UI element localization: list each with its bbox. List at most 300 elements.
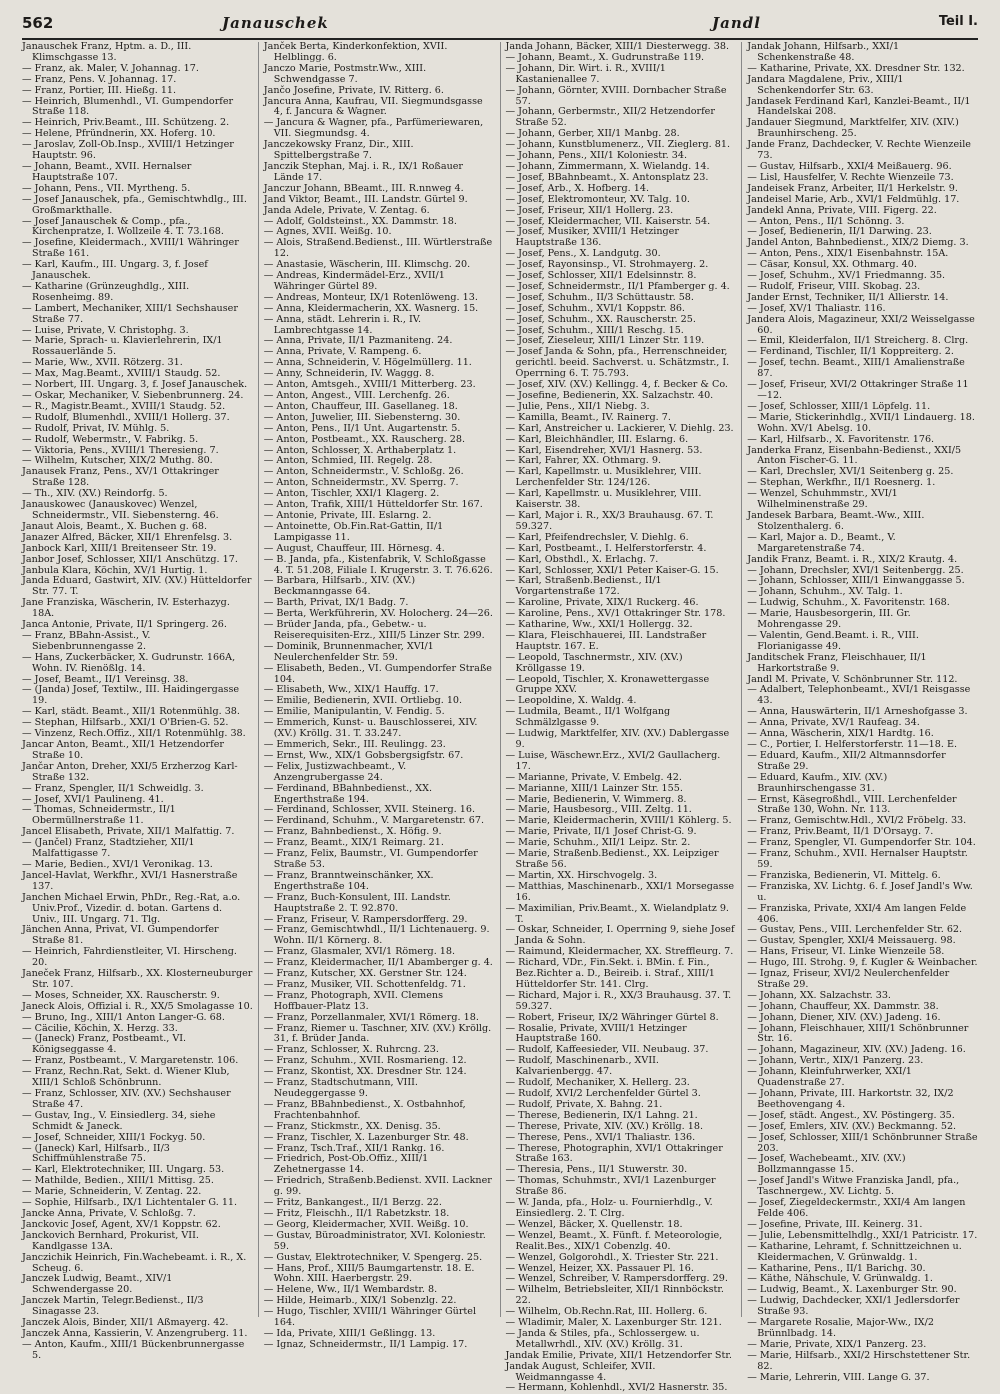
directory-entry: — Klara, Fleischhauerei, III. Landstraßer Hauptstr. 167. E. [505,629,707,652]
directory-entry: — Franz, Branntweinschänker, XX. Engerthstraße 104. [263,869,434,892]
directory-entry: Janckovic Josef, Agent, XV/1 Koppstr. 62. [22,1218,221,1230]
directory-entry: — Martin, XX. Hirschvogelg. 3. [505,869,658,881]
directory-entry: — Marianne, XIII/1 Lainzer Str. 155. [505,782,683,794]
directory-entry: — Josef, XIV. (XV.) Kellingg. 4, f. Becker & Co. [505,379,728,391]
directory-entry: — Josef, Schlosser, XII/1 Edelsinnstr. 8. [505,270,697,282]
directory-entry: — Therese, Bedienerin, IX/1 Lahng. 21. [505,1109,698,1121]
directory-entry: — Franz, Stickmstr., XX. Denisg. 35. [263,1120,441,1132]
directory-entry: — Anton, Juwelier, III. Siebensterng. 30. [263,411,461,423]
directory-entry: — Johann, Dir. Wirt. i. R., XVIII/1 Kastanienallee 7. [505,62,666,85]
directory-entry: — Oskar, Mechaniker, V. Siebenbrunnerg. 24. [22,390,244,401]
directory-entry: — Johann, XX. Salzachstr. 33. [747,989,891,1001]
directory-entry: — Marie, Hilfsarb., XXI/2 Hirschstettener Str. 82. [747,1349,971,1372]
directory-entry: — Rudolf, XVI/2 Lerchenfelder Gürtel 3. [505,1088,701,1099]
directory-entry: — Franz, Schuhm., XVII. Hernalser Hauptstr. 59. [747,848,968,870]
directory-entry: Janczo Marie, Postmstr.Ww., XIII. Schwendgasse 7. [263,62,427,85]
directory-entry: — Hans, Friseur, VI. Linke Wienzeile 58. [747,946,945,958]
directory-entry: — Ida, Private, XIII/1 Geßlingg. 13. [263,1327,436,1339]
directory-entry: — Johann, Chauffeur, XX. Dammstr. 38. [747,1000,939,1012]
directory-entry: — Cäcilie, Köchin, X. Herzg. 33. [22,1022,178,1034]
directory-entry: Jandauer Siegmund, Marktfelfer, XIV. (XIV.) Braunhirscheng. 25. [747,117,959,140]
directory-entry: — Franz, Photograph, XVII. Clemens Hoffbauer-Platz 13. [263,989,443,1012]
directory-entry: — Franz, Bahnbedienst., X. Höfig. 9. [263,826,442,838]
directory-entry: — Anton, Angest., VIII. Lerchenfg. 26. [263,390,450,401]
directory-entry: — Josef Janauschek & Comp., pfa., Kirchenpratze, I. Wollzeile 4. T. 73.168. [22,215,224,238]
directory-entry: — Marie, Straßenb.Bedienst., XX. Leipziger Straße 56. [505,848,719,870]
directory-entry: Jandeisel Marie, Arb., XVI/1 Feldmühlg. 17. [747,193,960,205]
directory-entry: — Wenzel, Schuhmmstr., XVI/1 Wilhelminenstraße 29. [747,488,898,511]
directory-entry: — Heinrich, Priv.Beamt., III. Schützeng. 2. [22,117,230,129]
directory-entry: — Bruno, Ing., XIII/1 Anton Langer-G. 68. [22,1011,225,1023]
directory-entry: — Josef, BBahnbeamt., X. Antonsplatz 23. [505,171,709,183]
directory-entry: — Emmerich, Kunst- u. Bauschlosserei, XIV. (XV.) Kröllg. 31. T. 33.247. [263,717,478,740]
directory-entry: — Franz, Friseur, V. Rampersdorfferg. 29. [263,913,468,925]
directory-entry: — Ignaz, Friseur, XVI/2 Neulerchenfelder Straße 29. [747,968,950,990]
directory-entry: Jander Ernst, Techniker, II/1 Allierstr. 14. [747,291,949,303]
directory-entry: — Viktoria, Pens., XVIII/1 Theresieng. 7. [22,444,219,456]
directory-entry: Janditschek Franz, Fleischhauer, II/1 Harkortstraße 9. [747,651,927,674]
directory-entry: Janda Adele, Private, V. Zentag. 6. [263,204,430,216]
directory-entry: Jandel Anton, Bahnbedienst., XIX/2 Diemg. 3. [747,237,969,249]
directory-entry: Jančar Anton, Dreher, XXI/5 Erzherzog Karl-Straße 132. [22,760,238,783]
directory-entry: — Josefine, Bedienerin, XX. Salzachstr. 40. [505,390,714,401]
directory-entry: — Johann, Pens., VII. Myrtheng. 5. [22,182,191,194]
directory-entry: — Emilie, Bedienerin, XVII. Ortliebg. 10. [263,695,463,707]
directory-entry: — Ernst, Käsegroßhdl., VIII. Lerchenfelder Straße 130, Wohn. Nr. 113. [747,793,957,816]
directory-entry: — Anastasie, Wäscherin, III. Klimschg. 20. [263,259,471,271]
directory-entry: — Anton, Chauffeur, III. Gasellaneg. 18. [263,400,458,412]
directory-entry: — Katharine, Pens., II/1 Barichg. 30. [747,1262,926,1274]
directory-column-4 [741,41,978,1383]
directory-entry: — Johann, Beamt., X. Gudrunstraße 119. [505,51,705,63]
directory-entry: — Josef, Beamt., II/1 Vereinsg. 38. [22,673,189,685]
directory-entry: — Karl, Anstreicher u. Lackierer, V. Diehlg. 23. [505,422,734,434]
directory-entry: — Gustav, Spengler, XXI/4 Meissauerg. 98. [747,935,956,947]
directory-entry: — Anton, Pens., II/1 Schönng. 3. [747,215,905,227]
directory-entry: — Wenzel, Bäcker, X. Quellenstr. 18. [505,1218,683,1230]
directory-entry: — Marie, Stickerinhdlg., XVII/1 Lindauerg. 18. Wohn. XV/1 Abelsg. 10. [747,411,975,434]
directory-entry: — Antonie, Private, III. Eslarng. 2. [263,509,432,521]
directory-entry: — Luise, Wäschewr.Erz., XVI/2 Gaullacherg. 17. [505,749,721,772]
directory-column-3 [500,41,742,1394]
directory-entry: — Elisabeth, Ww., XIX/1 Hauffg. 17. [263,684,439,696]
directory-entry: — Marie, Schneiderin, V. Zentag. 22. [22,1186,202,1198]
directory-entry: — Käthe, Nähschule, V. Grünwaldg. 1. [747,1273,933,1285]
directory-entry: — Anna, Schneiderin, V. Högelmüllerg. 11. [263,357,472,369]
directory-entry: — Anna, städt. Lehrerin i. R., IV. Lambrechtgasse 14. [263,313,422,336]
directory-entry: — Karl, Postbeamt., I. Helferstorferstr. 4. [505,542,707,554]
directory-entry: — Marie, Hausbesorgerin, III. Gr. Mohrengasse 29. [747,608,911,631]
directory-entry: — Josef, Rayonsinsp., VI. Strohmayerg. 2. [505,259,709,271]
directory-entry: — Eduard, Kaufm., XII/2 Altmannsdorfer Straße 29. [747,749,946,772]
directory-entry: Janauschek Franz, Hptm. a. D., III. Klimschgasse 13. [22,41,192,63]
directory-entry: — Valentin, Gend.Beamt. i. R., VIII. Florianigasse 49. [747,629,919,652]
directory-entry: — Franz, Buch-Konsulent, III. Landstr. Hauptstraße 2. T. 92.870. [263,891,451,914]
directory-entry: — Berta, Werkführerin, XV. Holocherg. 24—26. [263,608,493,620]
directory-entry: — Josef, Schuhm., XIII/1 Reschg. 15. [505,324,684,336]
directory-entry: — Fritz, Fleischh., II/1 Rabetzkstr. 18. [263,1207,450,1219]
directory-entry: — B. Janda, pfa., Kistenfabrik, V. Schloßgasse 4. T. 51.208, Filiale I. Krugerstr. 3. T. 76.626. [263,553,493,576]
directory-entry: — Gustav, Elektrotechniker, V. Spengerg. 25. [263,1251,483,1263]
directory-entry: — Anton, Tischler, XXI/1 Klagerg. 2. [263,488,440,500]
directory-entry: — Anton, Schlosser, X. Arthaberplatz 1. [263,444,457,456]
directory-entry: — Johann, Görnter, XVIII. Dornbacher Straße 57. [505,84,727,107]
directory-entry: — Marie, Sprach- u. Klavierlehrerin, IX/1 Rossauerlände 5. [22,335,223,358]
directory-entry: — Julie, Lebensmittelhdlg., XXI/1 Patricistr. 17. [747,1229,978,1241]
directory-entry: — (Jančel) Franz, Stadtzieher, XII/1 Malfattigasse 7. [22,837,195,860]
directory-entry: — Franz, Musiker, VII. Schottenfeldg. 71. [263,978,466,990]
directory-entry: Jand Viktor, Beamt., III. Landstr. Gürtel 9. [263,193,468,205]
directory-entry: Janczik Stephan, Maj. i. R., IX/1 Roßauer Lände 17. [263,160,464,183]
directory-entry: Jandara Magdalene, Priv., XIII/1 Schenkendorfer Str. 63. [747,73,904,96]
directory-entry: — Cäsar, Konsul, XX. Othmarg. 40. [747,259,917,271]
directory-entry: — Hans, Prof., XIII/5 Baumgartenstr. 18. E. Wohn. XIII. Haerbergstr. 29. [263,1262,475,1285]
directory-entry: — Franz, Skontist, XX. Dresdner Str. 124. [263,1066,467,1078]
directory-entry: — Anton, Amtsgeh., XVIII/1 Mitterberg. 23. [263,379,476,391]
directory-entry: — Heinrich, Fahrdienstleiter, VI. Hirscheng. 20. [22,946,237,969]
directory-entry: — Franz, Schuhm., XVII. Rosmarieng. 12. [263,1055,467,1067]
directory-entry: — Franz, Porzellanmaler, XVI/1 Römerg. 18. [263,1011,479,1023]
directory-entry: — Emil, Kleiderfalon, II/1 Streicherg. 8. Clrg. [747,335,969,347]
directory-entry: Jandera Alois, Magazineur, XXI/2 Weisselgasse 60. [747,313,975,336]
directory-entry: — Lambert, Mechaniker, XIII/1 Sechshauser Straße 77. [22,302,238,325]
directory-entry: — (Janeck) Franz, Postbeamt., VI. Königseggasse 4. [22,1033,187,1056]
directory-entry: — Georg, Kleidermacher, XVII. Weißg. 10. [263,1218,469,1230]
directory-entry: — Eduard, Kaufm., XIV. (XV.) Braunhirschengasse 31. [747,771,888,794]
directory-entry: — Leopold, Taschnermstr., XIV. (XV.) Kröllgasse 19. [505,651,683,674]
directory-entry: — Johann, Private, III. Harkortstr. 32, IX/2 Beethovengang 4. [747,1088,954,1110]
directory-entry: — Franz, Rechn.Rat, Sekt. d. Wiener Klub, XIII/1 Schloß Schönbrunn. [22,1066,230,1089]
directory-entry: — Maximilian, Priv.Beamt., X. Wielandplatz 9. T. [505,902,729,925]
directory-entry: — Stephan, Hilfsarb., XXI/1 O'Brien-G. 52. [22,717,229,729]
directory-column-1 [22,41,258,1361]
directory-entry: Jane Franziska, Wäscherin, IV. Esterhazyg. 18A. [22,597,230,620]
directory-entry: — Therese, Photographin, XVI/1 Ottakringer Straße 163. [505,1142,723,1165]
directory-entry: — Friedrich, Straßenb.Bedienst. XVII. Lackner g. 99. [263,1175,492,1198]
directory-entry: — Anna, Private, XV/1 Raufeag. 34. [747,717,920,729]
directory-entry: — Hermann, Kohlenhdl., XVI/2 Hasnerstr. 35. [505,1382,728,1394]
directory-entry: — Karl, Elektrotechniker, III. Ungarg. 53. [22,1164,225,1176]
directory-entry: — Franziska, Private, XXI/4 Am langen Felde 406. [747,902,967,925]
directory-entry: Janda Eduard, Gastwirt, XIV. (XV.) Hütteldorfer Str. 77. T. [22,575,252,598]
directory-entry: — Ernst, Ww., XIX/1 Gobsbergsigfstr. 67. [263,749,464,761]
directory-entry: — Josef, Friseur, XII/1 Hollerg. 23. [505,204,674,216]
directory-entry: Jandekl Anna, Private, VIII. Figerg. 22. [747,204,937,216]
directory-entry: — Josef, Kleidermacher, VII. Kaiserstr. 54. [505,215,711,227]
directory-entry: Jandl M. Private, V. Schönbrunner Str. 112. [747,673,958,685]
directory-entry: — Hilde, Heimarb., XIX/1 Sobenzlg. 22. [263,1295,457,1307]
directory-entry: — Adolf, Goldsteinst., XX. Dammstr. 18. [263,215,457,227]
directory-entry: Jandasek Ferdinand Karl, Kanzlei-Beamt., II/1 Handelskai 208. [747,95,971,118]
directory-entry: Janchen Michael Erwin, PhDr., Reg.-Rat, a.o. Univ.Prof., Vizedir. d. botan. Gartens d. Univ., III. Ungarg. 71. Tlg. [22,891,241,925]
directory-entry: — R., Magistr.Beamt., XVIII/1 Staudg. 52. [22,400,226,412]
directory-entry: — Marie, Private, XIX/1 Panzerg. 23. [747,1338,927,1350]
directory-entry: — Leopold, Tischler, X. Kronawettergasse Gruppe XXV. [505,673,710,696]
directory-entry: Janczek Martin, Telegr.Bedienst., II/3 Sinagasse 23. [22,1295,204,1318]
directory-entry: — Franz, ak. Maler, V. Johannag. 17. [22,62,199,74]
directory-entry: — Jancura & Wagner, pfa., Parfümeriewaren, VII. Siegmundsg. 4. [263,117,484,140]
directory-entry: — Johann, Gerber, XII/1 Manbg. 28. [505,128,680,140]
directory-entry: Janeček Franz, Hilfsarb., XX. Klosterneuburger Str. 107. [22,968,253,990]
directory-entry: — Wladimir, Maler, X. Laxenburger Str. 121. [505,1317,722,1329]
directory-entry: — Josef, Ziegeldeckermstr., XXI/4 Am langen Felde 406. [747,1197,966,1219]
directory-entry: — Heinrich, Blumenhdl., VI. Gumpendorfer Straße 118. [22,95,234,118]
directory-entry: — Adalbert, Telephonbeamt., XVI/1 Reisgasse 43. [747,684,971,707]
directory-entry: — Barth, Privat, IX/1 Badg. 7. [263,597,409,609]
directory-entry: — Emmerich, Sekr., III. Reulingg. 23. [263,739,446,750]
directory-entry: — Friedrich, Post-Ob.Offiz., XIII/1 Zehetnergasse 14. [263,1153,429,1176]
directory-entry: Janczur Johann, BBeamt., III. R.nnweg 4. [263,182,464,194]
directory-entry: — Josef, Schuhm., XVI/1 Koppstr. 86. [505,302,685,314]
directory-entry: — Wilhelm, Betriebsleiter, XII/1 Rinnböckstr. 22. [505,1284,724,1307]
directory-entry: — Josefine, Kleidermach., XVIII/1 Währinger Straße 161. [22,237,239,260]
directory-entry: — Franziska, XV. Lichtg. 6. f. Josef Jandl's Ww. u. [747,880,973,903]
directory-entry: — Janda & Stiles, pfa., Schlossergew. u. Metallwrhdl., XIV. (XV.) Kröllg. 31. [505,1327,700,1350]
directory-entry: — Thomas, Schuhmstr., XVI/1 Lazenburger Straße 86. [505,1175,716,1198]
directory-entry: — Kamilla, Beamt., IV. Rainerg. 7. [505,411,671,423]
directory-entry: — Jaroslav, Zoll-Ob.Insp., XVIII/1 Hetzinger Hauptstr. 96. [22,139,234,162]
directory-entry: — Richard, VDr., Fin.Sekt. i. BMin. f. Fin., Bez.Richter a. D., Beireib. i. Straf., XIII/1 Hütteldorfer Str. 141. Clrg. [505,957,715,990]
directory-entry: — Franz, Schlosser, X. Ruhrcng. 23. [263,1044,439,1056]
directory-entry: — Josefine, Private, III. Keinerg. 31. [747,1218,923,1230]
directory-entry: — Katharine, Private, XX. Dresdner Str. 132. [747,62,965,74]
page-header [22,8,978,40]
directory-entry: Janaut Alois, Beamt., X. Buchen g. 68. [22,520,208,532]
directory-entry: — Josef, Schneidermstr., II/1 Pfamberger g. 4. [505,280,730,292]
directory-entry: — Johann, Gerbermstr., XII/2 Hetzendorfer Straße 52. [505,106,715,129]
directory-entry: — Karl, Major a. D., Beamt., V. Margaretenstraße 74. [747,531,896,554]
directory-entry: Jandak Emilie, Private, XII/1 Hetzendorfer Str. [505,1349,732,1361]
directory-entry: — Josef, Friseur, XVI/2 Ottakringer Straße 11—12. [747,379,969,401]
directory-entry: — Karl, Pfeifendrechsler, V. Diehlg. 6. [505,531,689,543]
directory-entry: — Johann, Kleinfuhrwerker, XXI/1 Quadenstraße 27. [747,1066,912,1089]
directory-entry: — Josef Janda & Sohn, pfa., Herrenschneider, gerichtl. beeid. Sachverst. u. Schätzmstr., I. Operrning 6. T. 75.793. [505,346,730,380]
directory-entry: — Anton, Schmied, III. Regelg. 28. [263,455,433,467]
directory-entry: — Anton, Schneidermstr., XV. Sperrg. 7. [263,477,459,489]
directory-entry: — Th., XIV. (XV.) Reindorfg. 5. [22,488,168,500]
directory-entry: — Theresia, Pens., II/1 Stuwerstr. 30. [505,1164,688,1176]
directory-entry: Janda Johann, Bäcker, XIII/1 Diesterwegg. 38. [505,41,729,52]
directory-entry: — Josef, techn. Beamt., XIII/1 Amalienstraße 87. [747,357,965,380]
directory-entry: — Karoline, Private, XIX/1 Ruckerg. 46. [505,597,699,609]
directory-entry: — Anna, Private, II/1 Pazmaniteng. 24. [263,335,453,347]
directory-entry: — Franz, BBahn-Assist., V. Siebenbrunnengasse 2. [22,629,151,652]
directory-entry: — Franz, Beamt., XIX/1 Reimarg. 21. [263,837,444,849]
directory-entry: — Richard, Major i. R., XX/3 Brauhausg. 37. T. 59.327. [505,989,732,1012]
directory-entry: — Johann, Drechsler, XVI/1 Seitenbergg. 25. [747,564,964,576]
directory-entry: — Hugo, Tischler, XVIII/1 Währinger Gürtel 164. [263,1306,477,1329]
directory-entry: — Katharine, Lehramt, f. Schnittzeichnen u. Kleidermachen, V. Grünwaldg. 1. [747,1240,962,1263]
directory-entry: — Franz, Gemischtw.Hdl., XVI/2 Fröbelg. 33. [747,815,967,827]
directory-entry: — Alois, Straßend.Bedienst., III. Würtlerstraße 12. [263,237,493,260]
directory-entry: — Karl, Major i. R., XX/3 Brauhausg. 67. T. 59.327. [505,509,714,532]
directory-entry: — Johann, Schlosser, XIII/1 Einwanggasse 5. [747,575,965,587]
directory-entry: — Franziska, Bedienerin, VI. Mittelg. 6. [747,869,941,881]
directory-entry: — Ludwig, Schuhm., X. Favoritenstr. 168. [747,597,950,609]
directory-entry: — Dominik, Brunnenmacher, XVI/1 Neulerchenfelder Str. 59. [263,640,434,663]
directory-entry: Janczek Alois, Binder, XII/1 Aßmayerg. 42. [22,1317,229,1329]
directory-entry: — Karl, Kapellmstr. u. Musiklehrer, VIII. Lerchenfelder Str. 124/126. [505,466,702,489]
directory-entry: — Julie, Pens., XII/1 Niebg. 3. [505,400,650,412]
directory-entry: — Johann, Pens., XII/1 Koloniestr. 34. [505,150,687,162]
directory-entry: — Franz, Felix, Baumstr., VI. Gumpendorfer Straße 53. [263,848,478,870]
directory-entry: — Johann, Beamt., XVII. Hernalser Hauptstraße 107. [22,160,192,183]
directory-entry: — Franz, Priv.Beamt, II/1 D'Orsayg. 7. [747,826,934,838]
directory-entry: — Rudolf, Maschinenarb., XVII. Kalvarienbergg. 47. [505,1055,659,1078]
directory-entry: — Elisabeth, Beden., VI. Gumpendorfer Straße 104. [263,662,492,685]
directory-entry: — Marie, Bedien., XVI/1 Veronikag. 13. [22,858,213,870]
directory-entry: — Josef, Schuhm., XV/1 Friedmanng. 35. [747,270,946,282]
directory-entry: — Karl, Hilfsarb., X. Favoritenstr. 176. [747,433,935,445]
directory-entry: — Franz, Kleidermacher, II/1 Abamberger g. 4. [263,957,493,969]
directory-entry: — Helene, Ww., II/1 Wembardstr. 8. [263,1284,438,1296]
directory-entry: — Anna, Private, V. Rampeng. 6. [263,346,422,358]
directory-entry: — Josef, XV/1 Thaliastr. 116. [747,302,886,314]
directory-entry: — Franz, Pens. V. Johannag. 17. [22,73,177,85]
directory-entry: Jancura Anna, Kaufrau, VII. Siegmundsgasse 4, f. Jancura & Wagner. [263,95,483,118]
directory-entry: — Vinzenz, Rech.Offiz., XII/1 Rotenmühlg. 38. [22,728,246,740]
directory-entry: Janczekowsky Franz, Dir., XIII. Spittelbergstraße 7. [263,139,414,162]
directory-entry: — Franz, Spengler, VI. Gumpendorfer Str. 104. [747,837,976,849]
directory-entry: — Karl, Fahrer, XX. Othmarg. 9. [505,455,662,467]
directory-entry: — Anton, Kaufm., XIII/1 Bückenbrunnergasse 5. [22,1338,245,1361]
directory-entry: Jande Franz, Dachdecker, V. Rechte Wienzeile 73. [747,139,971,162]
directory-entry: — Josef, Schneider, XIII/1 Fockyg. 50. [22,1131,206,1143]
directory-entry: Janca Antonie, Private, II/1 Springerg. 26. [22,619,227,631]
directory-entry: — Marie, Hausbesorg., VIII. Zeltg. 11. [505,804,692,816]
directory-entry: — Ferdinand, Tischler, II/1 Koppreiterg. 2. [747,346,954,358]
directory-entry: — Andreas, Monteur, IX/1 Rotenlöweng. 13. [263,291,478,303]
directory-entry: Jančo Josefine, Private, IV. Ritterg. 6. [263,84,444,96]
directory-entry: — Josef, Musiker, XVIII/1 Hetzinger Hauptstraße 136. [505,226,679,249]
directory-entry: — Karl, Bleichhändler, III. Eslarng. 6. [505,433,689,445]
directory-entry: Jancar Anton, Beamt., XII/1 Hetzendorfer Straße 10. [22,739,224,761]
directory-entry: — Therese, Pens., XVI/1 Thaliastr. 136. [505,1131,696,1143]
directory-entry: — Josef, städt. Angest., XV. Pöstingerg. 35. [747,1109,955,1121]
directory-entry: — W. Janda, pfa., Holz- u. Fournierhdlg., V. Einsiedlerg. 2. T. Clrg. [505,1197,713,1219]
directory-entry: — Josef Jandl's Witwe Franziska Jandl, pfa., Taschnergew., XV. Lichtg. 5. [747,1175,960,1198]
directory-entry: — Karl, Drechsler, XVI/1 Seitenberg g. 25. [747,466,954,478]
directory-entry: Jancel Elisabeth, Private, XII/1 Malfattig. 7. [22,826,235,838]
directory-entry: — Agnes, XVII. Weißg. 10. [263,226,392,238]
directory-entry: — Anton, Postbeamt., XX. Rauscherg. 28. [263,433,466,445]
directory-entry: — Wilhelm, Ob.Rechn.Rat, III. Hollerg. 6. [505,1306,708,1318]
directory-entry: — Anna, Kleidermacherin, XX. Wasnerg. 15. [263,302,479,314]
directory-entry: — Ignaz, Schneidermstr., II/1 Lampig. 17. [263,1338,468,1350]
directory-entry: — Ludwig, Marktfelfer, XIV. (XV.) Dablergasse 9. [505,728,730,750]
directory-entry: Janček Berta, Kinderkonfektion, XVII. Helblingg. 6. [263,41,448,63]
directory-entry: Jancel-Havlat, Werkfhr., XVI/1 Hasnerstraße 137. [22,869,238,892]
directory-entry: — Gustav, Hilfsarb., XXI/4 Meißauerg. 96. [747,160,952,172]
directory-entry: — Fritz, Bankangest., II/1 Berzg. 22. [263,1197,442,1209]
directory-entry: Janczek Anna, Kassierin, V. Anzengruberg. 11. [22,1327,248,1339]
directory-entry: Janeck Alois, Offizial i. R., XX/5 Smolagasse 10. [22,1000,253,1012]
directory-entry: — Rudolf, Privat, IV. Mühlg. 5. [22,422,170,434]
directory-entry: — Hans, Zuckerbäcker, X. Gudrunstr. 166A, Wohn. IV. Rienößlg. 14. [22,651,236,674]
directory-entry: — Franz, Stadtschutmann, VIII. Neudeggergasse 9. [263,1077,418,1099]
directory-entry: Janderka Franz, Eisenbahn-Bedienst., XXI/5 Anton Fischer-G. 11. [747,444,962,467]
directory-entry: — Felix, Justizwachbeamt., V. Anzengrubergasse 24. [263,760,407,783]
directory-entry: — Wilhelm, Kutscher, XIX/2 Muthg. 80. [22,455,213,467]
directory-entry: — Rudolf, Private, X. Bahng. 21. [505,1098,663,1110]
directory-entry: — Raimund, Kleidermacher, XX. Streffleurg. 7. [505,946,734,958]
directory-entry: — Robert, Friseur, IX/2 Währinger Gürtel 8. [505,1011,719,1023]
directory-entry: — Josef, Zieseleur, XIII/1 Linzer Str. 119. [505,335,705,347]
directory-entry: — Marie, Kleidermacherin, XVIII/1 Köhlerg. 5. [505,815,732,827]
directory-entry: — Lisl, Hausfelfer, V. Rechte Wienzeile 73. [747,171,954,183]
directory-entry: Janausek Franz, Pens., XV/1 Ottakringer Straße 128. [22,466,219,489]
directory-entry: — Josef, Schuhm., II/3 Schüttaustr. 58. [505,291,694,303]
directory-entry: Janauskowec (Janauskovec) Wenzel, Schneidermstr., VII. Siebensterng. 46. [22,499,219,521]
directory-entry: — Josef, XVI/1 Paulineng. 41. [22,793,164,805]
directory-entry: — Rudolf, Friseur, VIII. Skobag. 23. [747,280,921,292]
directory-entry: — Josef, Bedienerin, II/1 Darwing. 23. [747,226,932,238]
directory-entry: — Anton, Schneidermstr., V. Schloßg. 26. [263,466,464,478]
directory-entry: — Andreas, Kindermädel-Erz., XVII/1 Währinger Gürtel 89. [263,270,445,292]
directory-entry: — Johann, Kunstblumenerz., VII. Zieglerg. 81. [505,139,731,151]
directory-entry: — Margarete Rosalie, Major-Ww., IX/2 Brünnlbadg. 14. [747,1317,934,1339]
directory-entry: — Katharine (Grünzeughdlg., XIII. Rosenheimg. 89. [22,280,190,303]
directory-entry: — Marie, Schuhm., XII/1 Leipz. Str. 2. [505,837,691,849]
directory-entry: — Antoinette, Ob.Fin.Rat-Gattin, II/1 Lampigasse 11. [263,520,444,543]
directory-entry: — Johann, Schuhm., XV. Talg. 1. [747,586,903,598]
directory-entry: — Karl, Obsthdl., X. Erlachg. 7. [505,553,659,565]
part-label: Teil I. [938,14,978,29]
directory-entry: — Rudolf, Kaffeesieder, VII. Neubaug. 37. [505,1044,709,1056]
directory-entry: — Thomas, Schneidermstr., II/1 Obermüllnerstraße 11. [22,804,176,827]
directory-entry: — Gustav, Büroadministrator, XVI. Koloniestr. 59. [263,1229,486,1252]
directory-entry: — Karl, Eisendreher, XVI/1 Hasnerg. 53. [505,444,703,456]
directory-entry: — Mathilde, Bedien., XIII/1 Mittisg. 25. [22,1175,214,1187]
directory-entry: — Johann, Magazineur, XIV. (XV.) Jadeng. 16. [747,1044,966,1056]
directory-entry: — (Janda) Josef, Textilw., III. Haidingergasse 19. [22,684,240,707]
directory-entry: — Franz, Spengler, II/1 Schweidlg. 3. [22,782,204,794]
directory-entry: Janbor Josef, Schlosser, XII/1 Anschützg. 17. [22,553,238,565]
directory-entry: — Franz, Postbeamt., V. Margaretenstr. 106. [22,1055,239,1067]
directory-entry: — Johann, Zimmermann, X. Wielandg. 14. [505,160,710,172]
directory-entry: Janckovich Bernhard, Prokurist, VII. Kandlgasse 13A. [22,1229,199,1252]
directory-entry: — Karl, Straßenb.Bedienst., II/1 Vorgartenstraße 172. [505,575,662,598]
directory-entry: — Gustav, Pens., VIII. Lerchenfelder Str. 62. [747,924,963,936]
directory-entry: — Karl, Kapellmstr. u. Musiklehrer, VIII. Kaiserstr. 38. [505,488,702,511]
directory-entry: — Max, Mag.Beamt., XVIII/1 Staudg. 52. [22,368,221,380]
directory-entry: — Franz, Gemischtwhdl., II/1 Lichtenauerg. 9. Wohn. II/1 Körnerg. 8. [263,924,490,947]
left-running-head: Janauschek [222,14,329,32]
directory-entry: — Rudolf, Blumenhdl., XVIII/1 Hollerg. 37. [22,411,230,423]
directory-entry: — Ferdinand, BBahnbedienst., XX. Engerthstraße 194. [263,782,433,805]
directory-entry: — Franz, Riemer u. Taschner, XIV. (XV.) Kröllg. 31, f. Brüder Janda. [263,1022,492,1045]
directory-entry: — Wenzel, Schreiber, V. Rampersdorfferg. 29. [505,1273,728,1285]
directory-entry: — August, Chauffeur, III. Hörnesg. 4. [263,542,445,554]
directory-entry: — Oskar, Schneider, I. Operrning 9, siehe Josef Janda & Sohn. [505,924,735,947]
directory-entry: — Brüder Janda, pfa., Gebetw.- u. Reiserequisiten-Erz., XIII/5 Linzer Str. 299. [263,619,485,641]
directory-entry: — Luise, Private, V. Christophg. 3. [22,324,189,336]
directory-entry: — Helene, Pfründnerin, XX. Hoferg. 10. [22,128,216,140]
directory-entry: — Josef, Schlosser, XIII/1 Löpfelg. 11. [747,400,931,412]
directory-entry: Janbula Klara, Köchin, XV/1 Hurtig. 1. [22,564,208,576]
directory-entry: — Franz, Kutscher, XX. Gerstner Str. 124. [263,968,467,980]
directory-entry: — Rudolf, Webermstr., V. Fabrikg. 5. [22,433,199,445]
directory-entry: — Ludwig, Beamt., X. Laxenburger Str. 90. [747,1284,957,1296]
directory-entry: Jandik Franz, Beamt. i. R., XIX/2 Krautg. 4. [747,553,958,565]
directory-entry: — Josef, Schlosser, XIII/1 Schönbrunner Straße 203. [747,1131,978,1154]
directory-entry: — Anna, Hauswärterin, II/1 Arneshofgasse 3. [747,706,968,718]
directory-entry: — Wenzel, Heizer, XX. Passauer Pl. 16. [505,1262,694,1274]
directory-entry: — Karl, Schlosser, XXI/1 Peter Kaiser-G. 15. [505,564,719,576]
directory-entry: — Franz, Tsch.Traf., XII/1 Rankg. 16. [263,1142,445,1154]
directory-entry: — Johann, Diener, XIV. (XV.) Jadeng. 16. [747,1011,941,1023]
directory-entry: Jänchen Anna, Privat, VI. Gumpendorfer Straße 81. [22,924,219,947]
